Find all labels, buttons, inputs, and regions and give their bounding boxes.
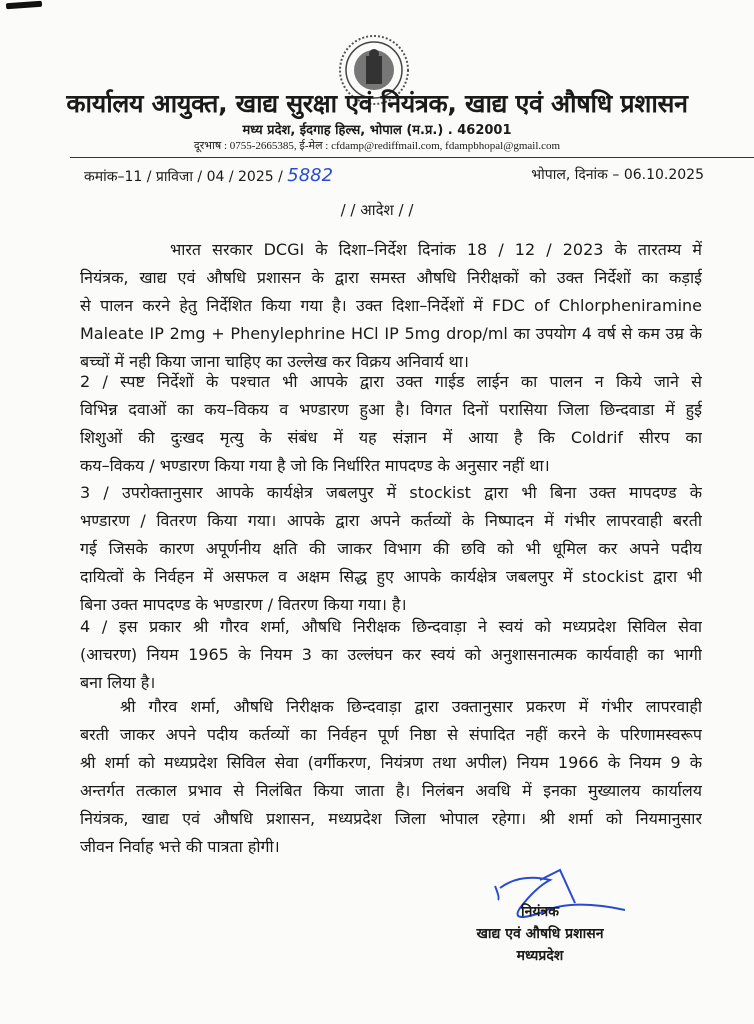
signatory-designation: नियंत्रक bbox=[521, 904, 559, 920]
text-line: नियंत्रक, खाद्य एवं औषधि प्रशासन, मध्यप्रदेश जिला भोपाल रहेगा। श्री शर्मा को नियमानुसार bbox=[80, 809, 702, 828]
paragraph-2 bbox=[80, 368, 702, 480]
office-title: कार्यालय आयुक्त, खाद्य सुरक्षा एवं नियंत्रक, खाद्य एवं औषधि प्रशासन bbox=[66, 89, 688, 118]
paragraph-1 bbox=[80, 236, 702, 376]
text-line: (आचरण) नियम 1965 के नियम 3 का उल्लंघन कर स्वयं को अनुशासनात्मक कार्यवाही का भागी bbox=[80, 645, 702, 664]
text-line: भारत सरकार DCGI के दिशा–निर्देश दिनांक 18 / 12 / 2023 के तारतम्य में bbox=[170, 240, 702, 259]
signatory-state: मध्यप्रदेश bbox=[516, 948, 564, 964]
text-line: बच्चों में नही किया जाना चाहिए का उल्लेख कर विक्रय अनिवार्य था। bbox=[80, 352, 469, 371]
paragraph-5 bbox=[80, 693, 702, 861]
handwritten-number: 5882 bbox=[287, 165, 334, 186]
text-line: नियंत्रक, खाद्य एवं औषधि प्रशासन के द्वारा समस्त औषधि निरीक्षकों को उक्त निर्देशों का कड़ाई bbox=[80, 268, 702, 287]
text-line: भण्डारण / वितरण किया गया। आपके द्वारा अपने कर्तव्यों के निष्पादन में गंभीर लापरवाही बरती bbox=[80, 511, 702, 530]
text-line: 3 / उपरोक्तानुसार आपके कार्यक्षेत्र जबलपुर में stockist द्वारा भी बिना उक्त मापदण्ड के bbox=[80, 483, 702, 502]
scan-mark bbox=[6, 1, 42, 9]
office-contact: दूरभाष : 0755-2665385, ई-मेल : cfdamp@rediffmail.com, fdampbhopal@gmail.com bbox=[193, 140, 561, 152]
text-line: विभिन्न दवाओं का कय–विकय व भण्डारण हुआ है। विगत दिनों परासिया जिला छिन्दवाडा में हुई bbox=[80, 400, 702, 419]
text-line: श्री शर्मा को मध्यप्रदेश सिविल सेवा (वर्गीकरण, नियंत्रण तथा अपील) नियम 1966 के नियम 9 के bbox=[80, 753, 702, 772]
text-line: कय–विकय / भण्डारण किया गया है जो कि निर्धारित मापदण्ड के अनुसार नहीं था। bbox=[80, 456, 550, 475]
signatory-department: खाद्य एवं औषधि प्रशासन bbox=[476, 926, 604, 942]
text-line: बरती जाकर अपने पदीय कर्तव्यों का निर्वहन पूर्ण निष्ठा से संपादित नहीं करने के परिणामस्वरूप bbox=[80, 725, 702, 744]
text-line: 2 / स्पष्ट निर्देशों के पश्चात भी आपके द्वारा उक्त गाईड लाईन का पालन न किये जाने से bbox=[80, 372, 702, 391]
text-line: बिना उक्त मापदण्ड के भण्डारण / वितरण किया गया। है। bbox=[80, 595, 407, 614]
text-line: 4 / इस प्रकार श्री गौरव शर्मा, औषधि निरीक्षक छिन्दवाड़ा ने स्वयं को मध्यप्रदेश सिविल सेवा bbox=[80, 617, 702, 636]
place-date: भोपाल, दिनांक – 06.10.2025 bbox=[531, 167, 704, 183]
text-line: से पालन करने हेतु निर्देशित किया गया है। उक्त दिशा–निर्देशों में FDC of Chlorpheniramine bbox=[80, 296, 702, 315]
reference-number bbox=[84, 165, 333, 186]
paragraph-4 bbox=[80, 613, 702, 697]
text-line: गई जिसके कारण अपूर्णनीय क्षति की जाकर विभाग की छवि को भी धूमिल कर अपने पदीय bbox=[80, 539, 702, 558]
text-line: शिशुओं की दुःखद मृत्यु के संबंध में यह संज्ञान में आया है कि Coldrif सीरप का bbox=[80, 428, 702, 447]
text-line: बना लिया है। bbox=[80, 673, 156, 692]
text-line: Maleate IP 2mg + Phenylephrine HCl IP 5mg drop/ml का उपयोग 4 वर्ष से कम उम्र के bbox=[80, 324, 702, 343]
office-address: मध्य प्रदेश, ईदगाह हिल्स, भोपाल (म.प्र.) . 462001 bbox=[242, 123, 512, 138]
order-heading: / / आदेश / / bbox=[340, 201, 414, 219]
text-line: जीवन निर्वाह भत्ते की पात्रता होगी। bbox=[80, 837, 280, 856]
text-line: दायित्वों के निर्वहन में असफल व अक्षम सिद्ध हुए आपके कार्यक्षेत्र जबलपुर में stockist द्वारा भी bbox=[80, 567, 702, 586]
reference-prefix: कमांक–11 / प्राविजा / 04 / 2025 / bbox=[84, 169, 288, 185]
text-line: अन्तर्गत तत्काल प्रभाव से निलंबित किया जाता है। निलंबन अवधि में इनका मुख्यालय कार्यालय bbox=[80, 781, 702, 800]
text-line: श्री गौरव शर्मा, औषधि निरीक्षक छिन्दवाड़ा द्वारा उक्तानुसार प्रकरण में गंभीर लापरवाही bbox=[120, 697, 702, 716]
header-divider bbox=[70, 157, 754, 158]
paragraph-3 bbox=[80, 479, 702, 619]
